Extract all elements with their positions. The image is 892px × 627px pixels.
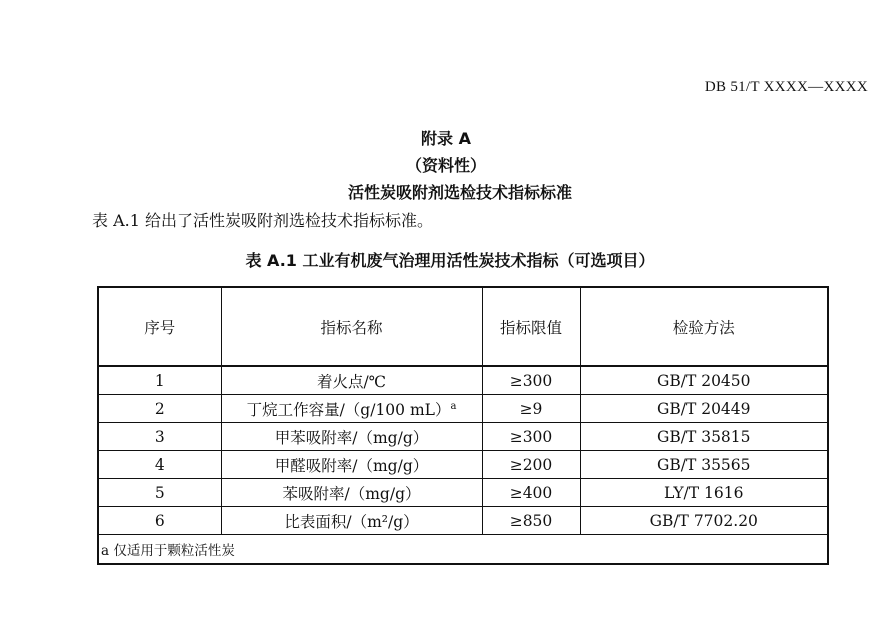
header-serial: 序号: [98, 287, 221, 366]
cell-serial: 3: [98, 423, 221, 451]
cell-limit: ≥200: [482, 451, 580, 479]
table-row: [98, 395, 828, 423]
cell-limit: ≥9: [482, 395, 580, 423]
table-row: [98, 366, 828, 395]
cell-test-method: GB/T 20450: [580, 366, 828, 395]
cell-test-method: GB/T 20449: [580, 395, 828, 423]
spec-table: [97, 286, 829, 565]
header-limit: 指标限值: [482, 287, 580, 366]
cell-serial: 4: [98, 451, 221, 479]
header-test-method: 检验方法: [580, 287, 828, 366]
intro-paragraph: 表 A.1 给出了活性炭吸附剂选检技术指标标准。: [92, 211, 433, 230]
table-row: [98, 423, 828, 451]
table-footnote: a 仅适用于颗粒活性炭: [98, 535, 828, 565]
cell-limit: ≥850: [482, 507, 580, 535]
table-header-row: [98, 287, 828, 366]
footnote-marker: a: [450, 400, 457, 412]
indicator-name-text: 丁烷工作容量/（g/100 mL）: [246, 400, 451, 419]
cell-indicator-name: 比表面积/（m²/g）: [221, 507, 482, 535]
cell-indicator-name: [221, 395, 482, 423]
cell-indicator-name: 甲苯吸附率/（mg/g）: [221, 423, 482, 451]
table-footnote-row: [98, 535, 828, 565]
table-row: [98, 451, 828, 479]
cell-test-method: GB/T 7702.20: [580, 507, 828, 535]
cell-serial: 2: [98, 395, 221, 423]
cell-limit: ≥300: [482, 423, 580, 451]
appendix-nature: （资料性）: [405, 156, 486, 175]
cell-indicator-name: 甲醛吸附率/（mg/g）: [221, 451, 482, 479]
cell-limit: ≥300: [482, 366, 580, 395]
header-indicator-name: 指标名称: [221, 287, 482, 366]
cell-test-method: LY/T 1616: [580, 479, 828, 507]
cell-serial: 6: [98, 507, 221, 535]
cell-serial: 1: [98, 366, 221, 395]
cell-test-method: GB/T 35815: [580, 423, 828, 451]
cell-indicator-name: 着火点/℃: [221, 366, 482, 395]
appendix-title: 附录 A: [421, 129, 471, 148]
document-code: DB 51/T XXXX—XXXX: [704, 79, 868, 95]
appendix-subject: 活性炭吸附剂选检技术指标标准: [347, 183, 572, 202]
cell-indicator-name: 苯吸附率/（mg/g）: [221, 479, 482, 507]
table-row: [98, 479, 828, 507]
table-caption: 表 A.1 工业有机废气治理用活性炭技术指标（可选项目）: [245, 251, 655, 270]
table-row: [98, 507, 828, 535]
cell-limit: ≥400: [482, 479, 580, 507]
cell-serial: 5: [98, 479, 221, 507]
cell-test-method: GB/T 35565: [580, 451, 828, 479]
